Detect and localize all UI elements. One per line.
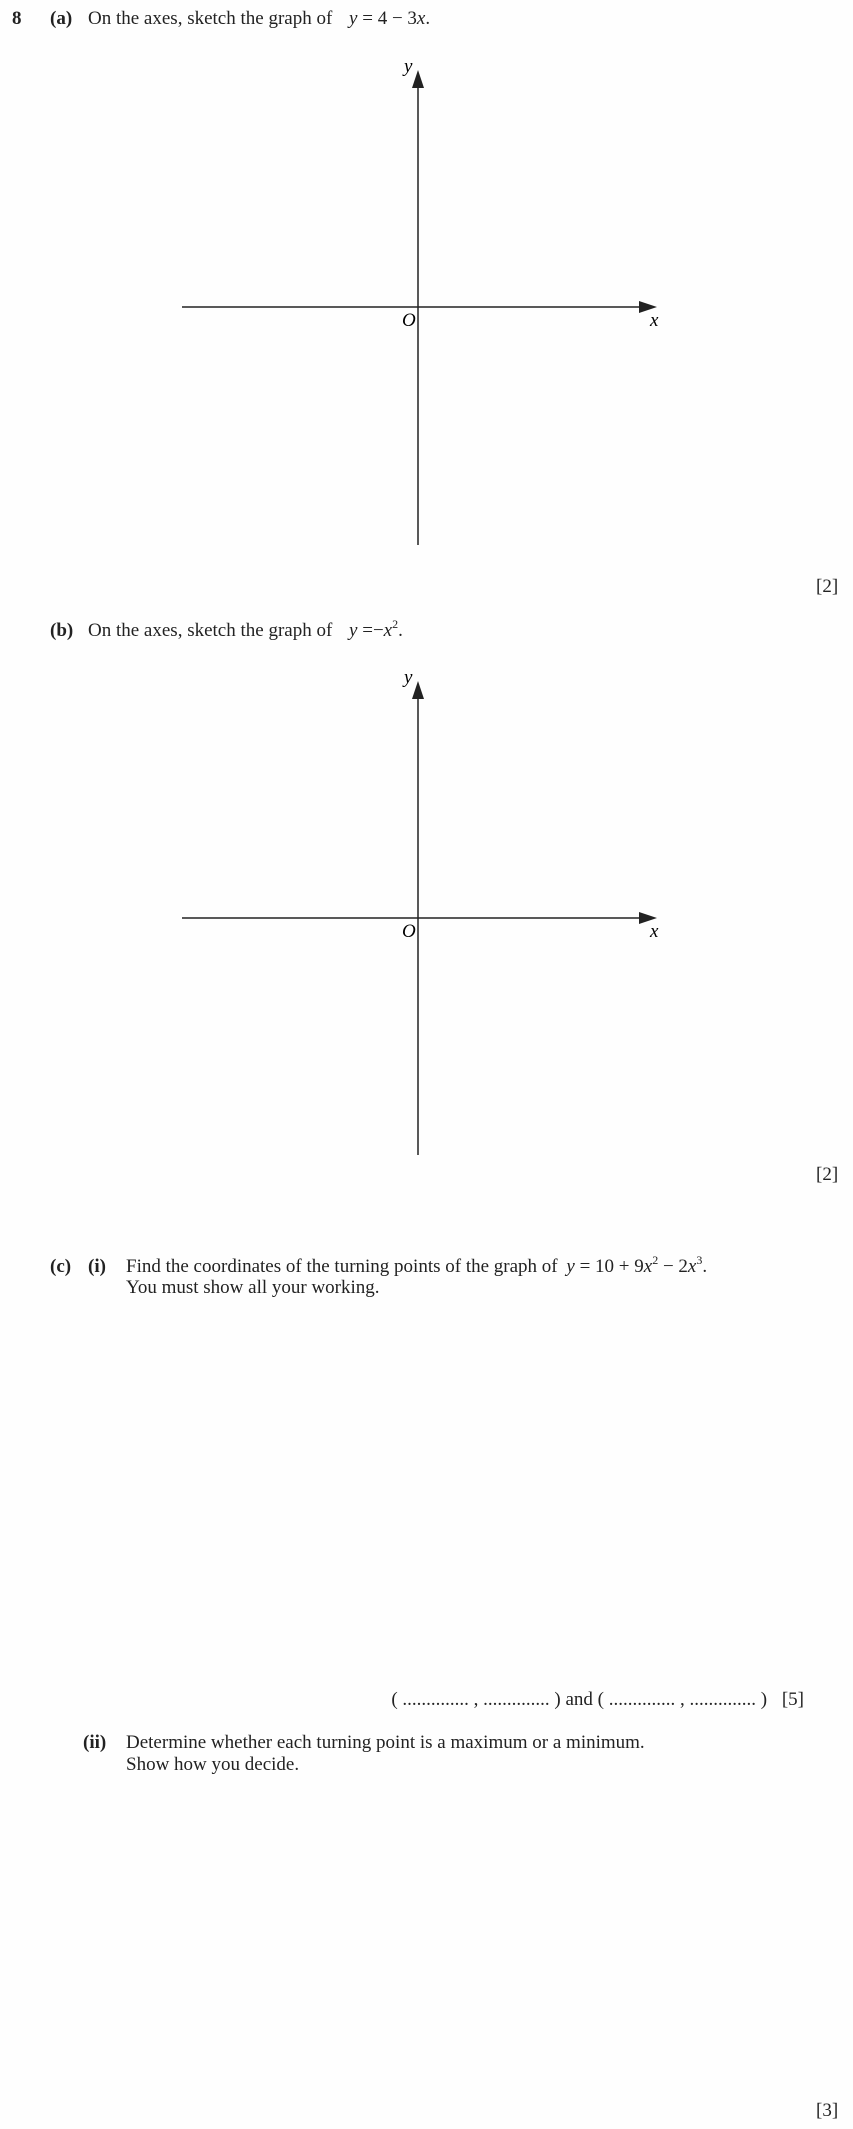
part-c-i-text: Find the coordinates of the turning points of the graph of <box>126 1256 558 1277</box>
part-c-i-label: (i) <box>88 1256 106 1277</box>
y-axis-label: y <box>404 56 413 77</box>
x-axis-label: x <box>650 310 659 331</box>
part-a-label: (a) <box>50 8 73 29</box>
part-c-ii-marks: [3] <box>816 2100 839 2121</box>
part-c-i-answer-row <box>391 1689 804 1711</box>
part-c-ii-text: Determine whether each turning point is a maximum or a minimum. <box>126 1732 645 1753</box>
part-c-i-equation: $y = 10 + 9x^2 - 2x^3$. <box>566 1253 708 1277</box>
y-axis-label: y <box>404 667 413 688</box>
part-c-i-marks: [5] <box>781 1689 804 1710</box>
part-b-marks: [2] <box>816 1164 839 1185</box>
part-a-equation: y = 4 − 3x. <box>349 8 431 29</box>
x-axis-label: x <box>650 921 659 942</box>
part-b-text: On the axes, sketch the graph of <box>88 620 333 641</box>
part-c-label: (c) <box>50 1256 72 1277</box>
origin-label: O <box>402 310 416 331</box>
question-number: 8 <box>12 8 22 29</box>
part-c-i-text2: You must show all your working. <box>126 1277 380 1298</box>
y-axis-arrow <box>412 681 424 699</box>
part-b-label: (b) <box>50 620 74 641</box>
part-c-ii-label: (ii) <box>83 1732 107 1753</box>
part-a-text: On the axes, sketch the graph of <box>88 8 333 29</box>
origin-label: O <box>402 921 416 942</box>
part-c-i-prompt <box>126 1253 708 1278</box>
part-b-equation: $y =-x^2$. <box>349 617 403 641</box>
part-a-marks: [2] <box>816 576 839 597</box>
part-c-ii-text2: Show how you decide. <box>126 1754 300 1775</box>
answer-line[interactable]: ( .............. , .............. ) and ( .............. , .............. ) <box>391 1689 768 1710</box>
